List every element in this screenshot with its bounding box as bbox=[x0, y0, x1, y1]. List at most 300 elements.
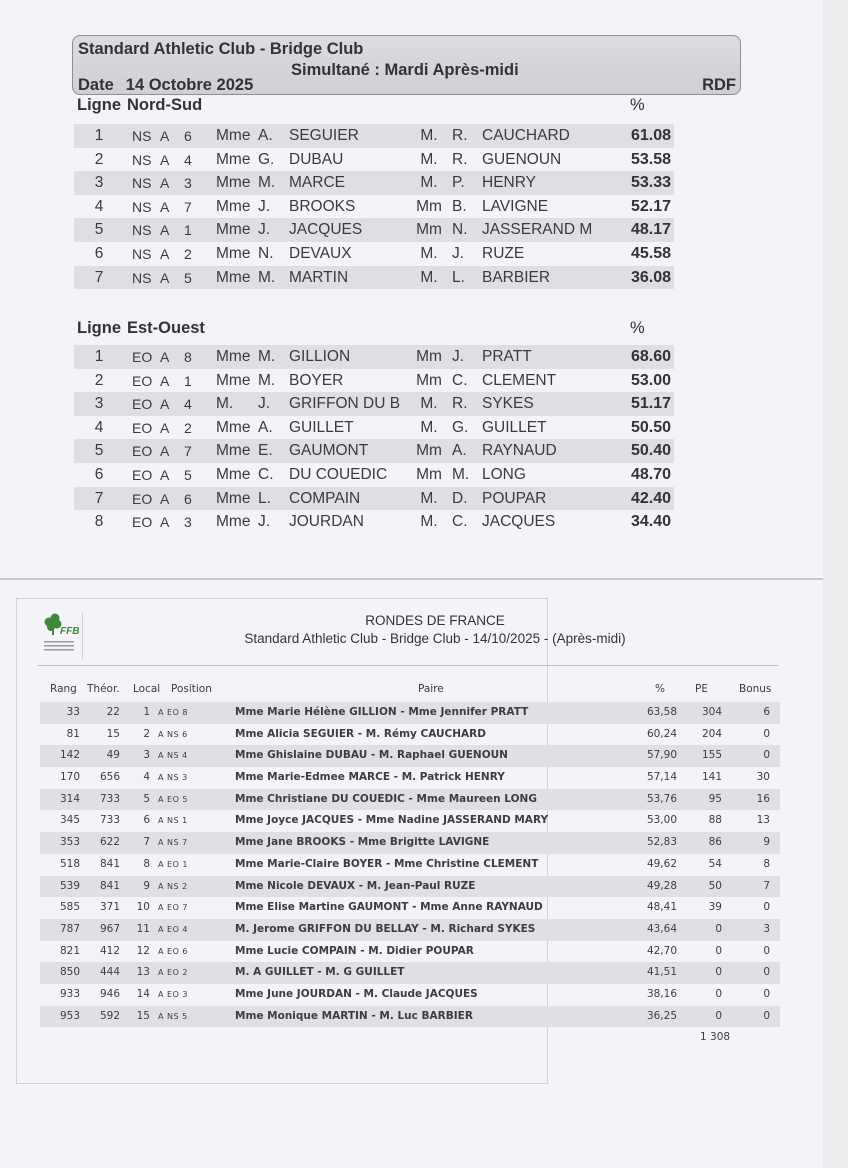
percentage: 45.58 bbox=[630, 244, 671, 262]
player1-name: DUBAU bbox=[289, 150, 344, 168]
position: A EO 4 bbox=[158, 924, 188, 934]
col-local: Local bbox=[133, 683, 161, 695]
section: A bbox=[160, 245, 170, 262]
pe-points: 39 bbox=[708, 901, 722, 914]
bonus: 0 bbox=[763, 966, 770, 979]
player2-name: JACQUES bbox=[482, 513, 556, 531]
theoretical-rank: 733 bbox=[99, 792, 120, 805]
position: A NS 1 bbox=[158, 816, 188, 826]
pe-points: 0 bbox=[715, 944, 722, 957]
section: A bbox=[160, 514, 170, 531]
rang: 314 bbox=[59, 792, 80, 805]
player1-initial: A. bbox=[258, 418, 273, 436]
rank: 8 bbox=[94, 513, 104, 531]
eo-pct-header: % bbox=[630, 319, 645, 337]
pair-names: Mme Christiane DU COUEDIC - Mme Maureen LONG bbox=[235, 792, 537, 805]
table-number: 2 bbox=[184, 419, 192, 436]
theoretical-rank: 841 bbox=[99, 879, 120, 892]
rang: 787 bbox=[59, 922, 80, 935]
results-header bbox=[72, 35, 741, 95]
table-number: 8 bbox=[184, 349, 192, 365]
player2-title: M. bbox=[420, 244, 438, 262]
player1-name: COMPAIN bbox=[289, 489, 361, 507]
eo-label-1: Ligne bbox=[77, 319, 121, 337]
table-row bbox=[74, 242, 674, 266]
player2-title: M. bbox=[420, 268, 438, 286]
date-value: 14 Octobre 2025 bbox=[125, 76, 254, 94]
pair-names: Mme Jane BROOKS - Mme Brigitte LAVIGNE bbox=[235, 836, 490, 849]
direction: EO bbox=[132, 349, 153, 365]
ns-results-table bbox=[74, 124, 674, 289]
percentage: 53,76 bbox=[646, 792, 677, 805]
percentage: 53.00 bbox=[630, 371, 671, 389]
section: A bbox=[160, 490, 170, 507]
col-rang: Rang bbox=[50, 683, 77, 695]
player1-initial: M. bbox=[258, 348, 276, 365]
player1-title: Mme bbox=[216, 150, 251, 168]
theoretical-rank: 592 bbox=[99, 1009, 120, 1022]
pe-points: 141 bbox=[701, 771, 722, 784]
section: A bbox=[160, 349, 170, 365]
player2-name: GUILLET bbox=[482, 418, 547, 436]
local-rank: 13 bbox=[136, 966, 150, 979]
percentage: 53,00 bbox=[646, 814, 677, 827]
pair-names: Mme Ghislaine DUBAU - M. Raphael GUENOUN bbox=[235, 749, 508, 762]
player2-title: M. bbox=[420, 174, 438, 192]
player2-title: Mm bbox=[416, 371, 442, 389]
bonus: 0 bbox=[763, 749, 770, 762]
section: A bbox=[160, 198, 170, 215]
player2-name: LAVIGNE bbox=[482, 197, 549, 215]
col-theor: Théor. bbox=[87, 683, 120, 695]
player2-initial: J. bbox=[452, 244, 465, 262]
table-number: 3 bbox=[184, 514, 192, 531]
rank: 5 bbox=[94, 221, 104, 239]
section: A bbox=[160, 372, 170, 389]
player1-name: GUILLET bbox=[289, 418, 354, 436]
bonus: 30 bbox=[756, 771, 770, 784]
percentage: 48.17 bbox=[630, 221, 671, 239]
player2-title: M. bbox=[420, 418, 438, 436]
table-row bbox=[40, 1006, 780, 1028]
theoretical-rank: 967 bbox=[99, 922, 120, 935]
theoretical-rank: 841 bbox=[99, 857, 120, 870]
position: A EO 1 bbox=[158, 859, 188, 869]
pe-points: 86 bbox=[708, 836, 722, 849]
bonus: 0 bbox=[763, 987, 770, 1000]
player2-initial: G. bbox=[452, 418, 469, 436]
table-row bbox=[74, 148, 674, 172]
table-row bbox=[40, 984, 780, 1006]
player2-initial: N. bbox=[452, 221, 468, 239]
position: A EO 3 bbox=[158, 989, 188, 999]
date-label: Date bbox=[78, 76, 114, 94]
bonus: 6 bbox=[763, 706, 770, 718]
theoretical-rank: 444 bbox=[99, 966, 120, 979]
local-rank: 15 bbox=[136, 1009, 150, 1022]
player1-initial: G. bbox=[258, 150, 275, 168]
local-rank: 12 bbox=[136, 944, 150, 957]
pe-points: 50 bbox=[708, 879, 722, 892]
col-paire: Paire bbox=[418, 683, 444, 695]
rank: 6 bbox=[94, 244, 104, 262]
rank: 6 bbox=[94, 465, 104, 483]
rang: 953 bbox=[59, 1009, 80, 1022]
rdf-column-headers bbox=[0, 683, 848, 699]
pe-points: 54 bbox=[708, 857, 722, 870]
ns-label-2: Nord-Sud bbox=[127, 96, 203, 114]
rank: 3 bbox=[94, 395, 104, 413]
local-rank: 4 bbox=[143, 771, 150, 784]
section: A bbox=[160, 466, 170, 483]
bonus: 0 bbox=[763, 901, 770, 914]
table-row bbox=[74, 218, 674, 242]
club-title: Standard Athletic Club - Bridge Club bbox=[78, 40, 364, 58]
table-number: 7 bbox=[184, 198, 192, 215]
rang: 585 bbox=[59, 901, 80, 914]
player1-initial: J. bbox=[258, 395, 271, 413]
theoretical-rank: 371 bbox=[99, 901, 120, 914]
position: A NS 5 bbox=[158, 1011, 188, 1021]
percentage: 57,14 bbox=[646, 771, 677, 784]
position: A NS 7 bbox=[158, 838, 188, 848]
rank: 2 bbox=[94, 150, 104, 168]
local-rank: 14 bbox=[136, 987, 150, 1000]
table-row bbox=[40, 832, 780, 854]
position: A EO 8 bbox=[158, 708, 188, 717]
table-row bbox=[74, 369, 674, 393]
percentage: 36.08 bbox=[630, 268, 671, 286]
section: A bbox=[160, 151, 170, 168]
player1-initial: E. bbox=[258, 442, 273, 460]
local-rank: 7 bbox=[143, 836, 150, 849]
rank: 5 bbox=[94, 442, 104, 460]
percentage: 43,64 bbox=[646, 922, 677, 935]
table-number: 6 bbox=[184, 128, 192, 144]
rang: 933 bbox=[59, 987, 80, 1000]
position: A EO 6 bbox=[158, 946, 188, 956]
table-number: 4 bbox=[184, 396, 192, 413]
percentage: 49,28 bbox=[646, 879, 677, 892]
player1-title: Mme bbox=[216, 489, 251, 507]
direction: NS bbox=[132, 245, 152, 262]
rang: 170 bbox=[59, 771, 80, 784]
theoretical-rank: 49 bbox=[106, 749, 120, 762]
direction: EO bbox=[132, 443, 153, 460]
percentage: 34.40 bbox=[630, 513, 671, 531]
player1-initial: A. bbox=[258, 127, 273, 144]
direction: NS bbox=[132, 151, 152, 168]
percentage: 52.17 bbox=[630, 197, 671, 215]
local-rank: 1 bbox=[143, 706, 150, 718]
player1-title: Mme bbox=[216, 418, 251, 436]
direction: EO bbox=[132, 490, 153, 507]
player1-initial: M. bbox=[258, 174, 276, 192]
ns-label-1: Ligne bbox=[77, 96, 121, 114]
player1-title: Mme bbox=[216, 268, 251, 286]
percentage: 41,51 bbox=[646, 966, 677, 979]
player2-name: PRATT bbox=[482, 348, 532, 365]
rank: 4 bbox=[94, 418, 104, 436]
table-row bbox=[74, 124, 674, 148]
table-row bbox=[74, 266, 674, 290]
pe-points: 155 bbox=[701, 749, 722, 762]
rank: 1 bbox=[94, 348, 104, 365]
col-pct: % bbox=[655, 683, 665, 695]
player1-name: GILLION bbox=[289, 348, 351, 365]
direction: NS bbox=[132, 222, 152, 239]
player1-title: Mme bbox=[216, 348, 251, 365]
pair-names: Mme Elise Martine GAUMONT - Mme Anne RAYNAUD bbox=[235, 901, 543, 914]
table-row bbox=[74, 195, 674, 219]
player2-initial: C. bbox=[452, 513, 468, 531]
table-row bbox=[74, 487, 674, 511]
bonus: 13 bbox=[756, 814, 770, 827]
percentage: 53.33 bbox=[630, 174, 671, 192]
player2-initial: R. bbox=[452, 150, 468, 168]
session-date bbox=[78, 76, 253, 95]
position: A NS 2 bbox=[158, 881, 188, 891]
rang: 850 bbox=[59, 966, 80, 979]
player2-name: GUENOUN bbox=[482, 150, 562, 168]
player2-name: RAYNAUD bbox=[482, 442, 557, 460]
direction: NS bbox=[132, 198, 152, 215]
player1-name: MARTIN bbox=[289, 268, 349, 286]
local-rank: 3 bbox=[143, 749, 150, 762]
table-row bbox=[74, 171, 674, 195]
col-position: Position bbox=[171, 683, 212, 695]
pair-names: M. A GUILLET - M. G GUILLET bbox=[235, 966, 405, 979]
direction: EO bbox=[132, 514, 153, 531]
percentage: 50.40 bbox=[630, 442, 671, 460]
player2-name: RUZE bbox=[482, 244, 525, 262]
table-number: 1 bbox=[184, 222, 192, 239]
theoretical-rank: 15 bbox=[106, 727, 120, 740]
percentage: 36,25 bbox=[646, 1009, 677, 1022]
direction: NS bbox=[132, 128, 152, 144]
col-bonus: Bonus bbox=[739, 683, 772, 695]
section: A bbox=[160, 222, 170, 239]
player2-title: M. bbox=[420, 395, 438, 413]
percentage: 42,70 bbox=[646, 944, 677, 957]
player1-title: Mme bbox=[216, 244, 251, 262]
player1-name: JACQUES bbox=[289, 221, 363, 239]
player1-name: GAUMONT bbox=[289, 442, 369, 460]
rank: 7 bbox=[94, 268, 104, 286]
table-row bbox=[74, 416, 674, 440]
pe-points: 88 bbox=[708, 814, 722, 827]
pe-total: 1 308 bbox=[700, 1031, 731, 1043]
session-subtitle: Simultané : Mardi Après-midi bbox=[291, 61, 519, 79]
table-number: 5 bbox=[184, 269, 192, 286]
section: A bbox=[160, 175, 170, 192]
player2-initial: J. bbox=[452, 348, 465, 365]
pair-names: Mme Nicole DEVAUX - M. Jean-Paul RUZE bbox=[235, 879, 476, 892]
rank: 1 bbox=[94, 127, 104, 144]
player1-name: SEGUIER bbox=[289, 127, 359, 144]
eo-section-title bbox=[77, 319, 205, 338]
table-number: 7 bbox=[184, 443, 192, 460]
player1-initial: J. bbox=[258, 221, 271, 239]
player2-name: BARBIER bbox=[482, 268, 551, 286]
ns-pct-header: % bbox=[630, 96, 645, 114]
scan-edge bbox=[823, 0, 848, 1168]
player1-title: Mme bbox=[216, 465, 251, 483]
direction: EO bbox=[132, 372, 153, 389]
rdf-title: RONDES DE FRANCE bbox=[365, 613, 505, 628]
player1-name: DEVAUX bbox=[289, 244, 352, 262]
table-number: 3 bbox=[184, 175, 192, 192]
bonus: 0 bbox=[763, 727, 770, 740]
table-number: 6 bbox=[184, 490, 192, 507]
rank: 2 bbox=[94, 371, 104, 389]
table-row bbox=[40, 789, 780, 811]
section: A bbox=[160, 396, 170, 413]
player2-initial: A. bbox=[452, 442, 467, 460]
local-rank: 5 bbox=[143, 792, 150, 805]
player1-name: BOYER bbox=[289, 371, 344, 389]
percentage: 48.70 bbox=[630, 465, 671, 483]
rang: 518 bbox=[59, 857, 80, 870]
player1-initial: N. bbox=[258, 244, 274, 262]
pe-points: 0 bbox=[715, 966, 722, 979]
player2-initial: B. bbox=[452, 197, 467, 215]
player2-name: SYKES bbox=[482, 395, 534, 413]
player1-initial: M. bbox=[258, 268, 276, 286]
rdf-subtitle: Standard Athletic Club - Bridge Club - 14/10/2025 - (Après-midi) bbox=[244, 631, 626, 646]
table-row bbox=[40, 962, 780, 984]
percentage: 49,62 bbox=[646, 857, 677, 870]
rang: 81 bbox=[66, 727, 80, 740]
player1-title: Mme bbox=[216, 442, 251, 460]
pair-names: Mme Joyce JACQUES - Mme Nadine JASSERAND MARY bbox=[235, 814, 549, 827]
player1-name: DU COUEDIC bbox=[289, 465, 388, 483]
table-row bbox=[40, 919, 780, 941]
rang: 142 bbox=[59, 749, 80, 762]
local-rank: 11 bbox=[136, 922, 150, 935]
player2-initial: L. bbox=[452, 268, 465, 286]
percentage: 53.58 bbox=[630, 150, 671, 168]
pair-names: Mme Monique MARTIN - M. Luc BARBIER bbox=[235, 1009, 473, 1022]
bonus: 8 bbox=[763, 857, 770, 870]
table-number: 2 bbox=[184, 245, 192, 262]
rdf-header-rule bbox=[38, 665, 778, 666]
pe-points: 304 bbox=[701, 706, 722, 718]
player2-initial: M. bbox=[452, 465, 470, 483]
table-row bbox=[74, 439, 674, 463]
theoretical-rank: 946 bbox=[99, 987, 120, 1000]
percentage: 50.50 bbox=[630, 418, 671, 436]
table-row bbox=[40, 941, 780, 963]
player2-title: Mm bbox=[416, 442, 442, 460]
position: A NS 6 bbox=[158, 729, 188, 739]
player2-initial: D. bbox=[452, 489, 468, 507]
player2-title: M. bbox=[420, 150, 438, 168]
sheet-divider bbox=[0, 578, 823, 580]
rank: 7 bbox=[94, 489, 104, 507]
percentage: 52,83 bbox=[646, 836, 677, 849]
player1-title: Mme bbox=[216, 221, 251, 239]
rang: 539 bbox=[59, 879, 80, 892]
rank: 4 bbox=[94, 197, 104, 215]
player2-name: POUPAR bbox=[482, 489, 547, 507]
bonus: 0 bbox=[763, 944, 770, 957]
player1-name: MARCE bbox=[289, 174, 345, 192]
svg-text:FFB: FFB bbox=[60, 626, 80, 637]
rang: 353 bbox=[59, 836, 80, 849]
rang: 821 bbox=[59, 944, 80, 957]
player2-initial: R. bbox=[452, 395, 468, 413]
percentage: 42.40 bbox=[630, 489, 671, 507]
player1-initial: M. bbox=[258, 371, 276, 389]
position: A EO 7 bbox=[158, 903, 188, 913]
theoretical-rank: 412 bbox=[99, 944, 120, 957]
player1-name: GRIFFON DU B bbox=[289, 395, 401, 413]
pe-points: 0 bbox=[715, 1009, 722, 1022]
pe-points: 95 bbox=[708, 792, 722, 805]
direction: NS bbox=[132, 175, 152, 192]
player1-title: Mme bbox=[216, 127, 251, 144]
theoretical-rank: 622 bbox=[99, 836, 120, 849]
player1-initial: J. bbox=[258, 513, 271, 531]
pair-names: Mme Marie Hélène GILLION - Mme Jennifer PRATT bbox=[235, 706, 529, 718]
player2-name: CLEMENT bbox=[482, 371, 557, 389]
player2-title: M. bbox=[420, 513, 438, 531]
ffb-clover-logo-icon bbox=[40, 612, 82, 660]
table-row bbox=[40, 897, 780, 919]
percentage: 63,58 bbox=[646, 706, 677, 718]
player2-name: LONG bbox=[482, 465, 526, 483]
pair-names: Mme Marie-Edmee MARCE - M. Patrick HENRY bbox=[235, 771, 505, 784]
col-pe: PE bbox=[695, 683, 708, 695]
player1-name: BROOKS bbox=[289, 197, 356, 215]
player2-name: JASSERAND M bbox=[482, 221, 593, 239]
bonus: 9 bbox=[763, 836, 770, 849]
ns-section-title bbox=[77, 96, 202, 115]
player2-initial: R. bbox=[452, 127, 468, 144]
table-number: 5 bbox=[184, 466, 192, 483]
table-number: 4 bbox=[184, 151, 192, 168]
rank: 3 bbox=[94, 174, 104, 192]
table-row bbox=[40, 876, 780, 898]
percentage: 51.17 bbox=[630, 395, 671, 413]
eo-label-2: Est-Ouest bbox=[127, 319, 205, 337]
player2-title: M. bbox=[420, 489, 438, 507]
percentage: 61.08 bbox=[630, 127, 671, 144]
section: A bbox=[160, 419, 170, 436]
pe-points: 204 bbox=[701, 727, 722, 740]
percentage: 57,90 bbox=[646, 749, 677, 762]
local-rank: 2 bbox=[143, 727, 150, 740]
position: A EO 5 bbox=[158, 794, 188, 804]
player2-title: Mm bbox=[416, 221, 442, 239]
direction: NS bbox=[132, 269, 152, 286]
player1-title: M. bbox=[216, 395, 234, 413]
bonus: 7 bbox=[763, 879, 770, 892]
pair-names: Mme Marie-Claire BOYER - Mme Christine CLEMENT bbox=[235, 857, 539, 870]
pe-points: 0 bbox=[715, 987, 722, 1000]
table-row bbox=[74, 510, 674, 534]
table-row bbox=[40, 810, 780, 832]
player2-title: M. bbox=[420, 127, 438, 144]
table-row bbox=[74, 463, 674, 487]
player2-name: CAUCHARD bbox=[482, 127, 570, 144]
pair-names: Mme Lucie COMPAIN - M. Didier POUPAR bbox=[235, 944, 474, 957]
theoretical-rank: 733 bbox=[99, 814, 120, 827]
direction: EO bbox=[132, 419, 153, 436]
player1-title: Mme bbox=[216, 371, 251, 389]
eo-results-table bbox=[74, 345, 674, 534]
